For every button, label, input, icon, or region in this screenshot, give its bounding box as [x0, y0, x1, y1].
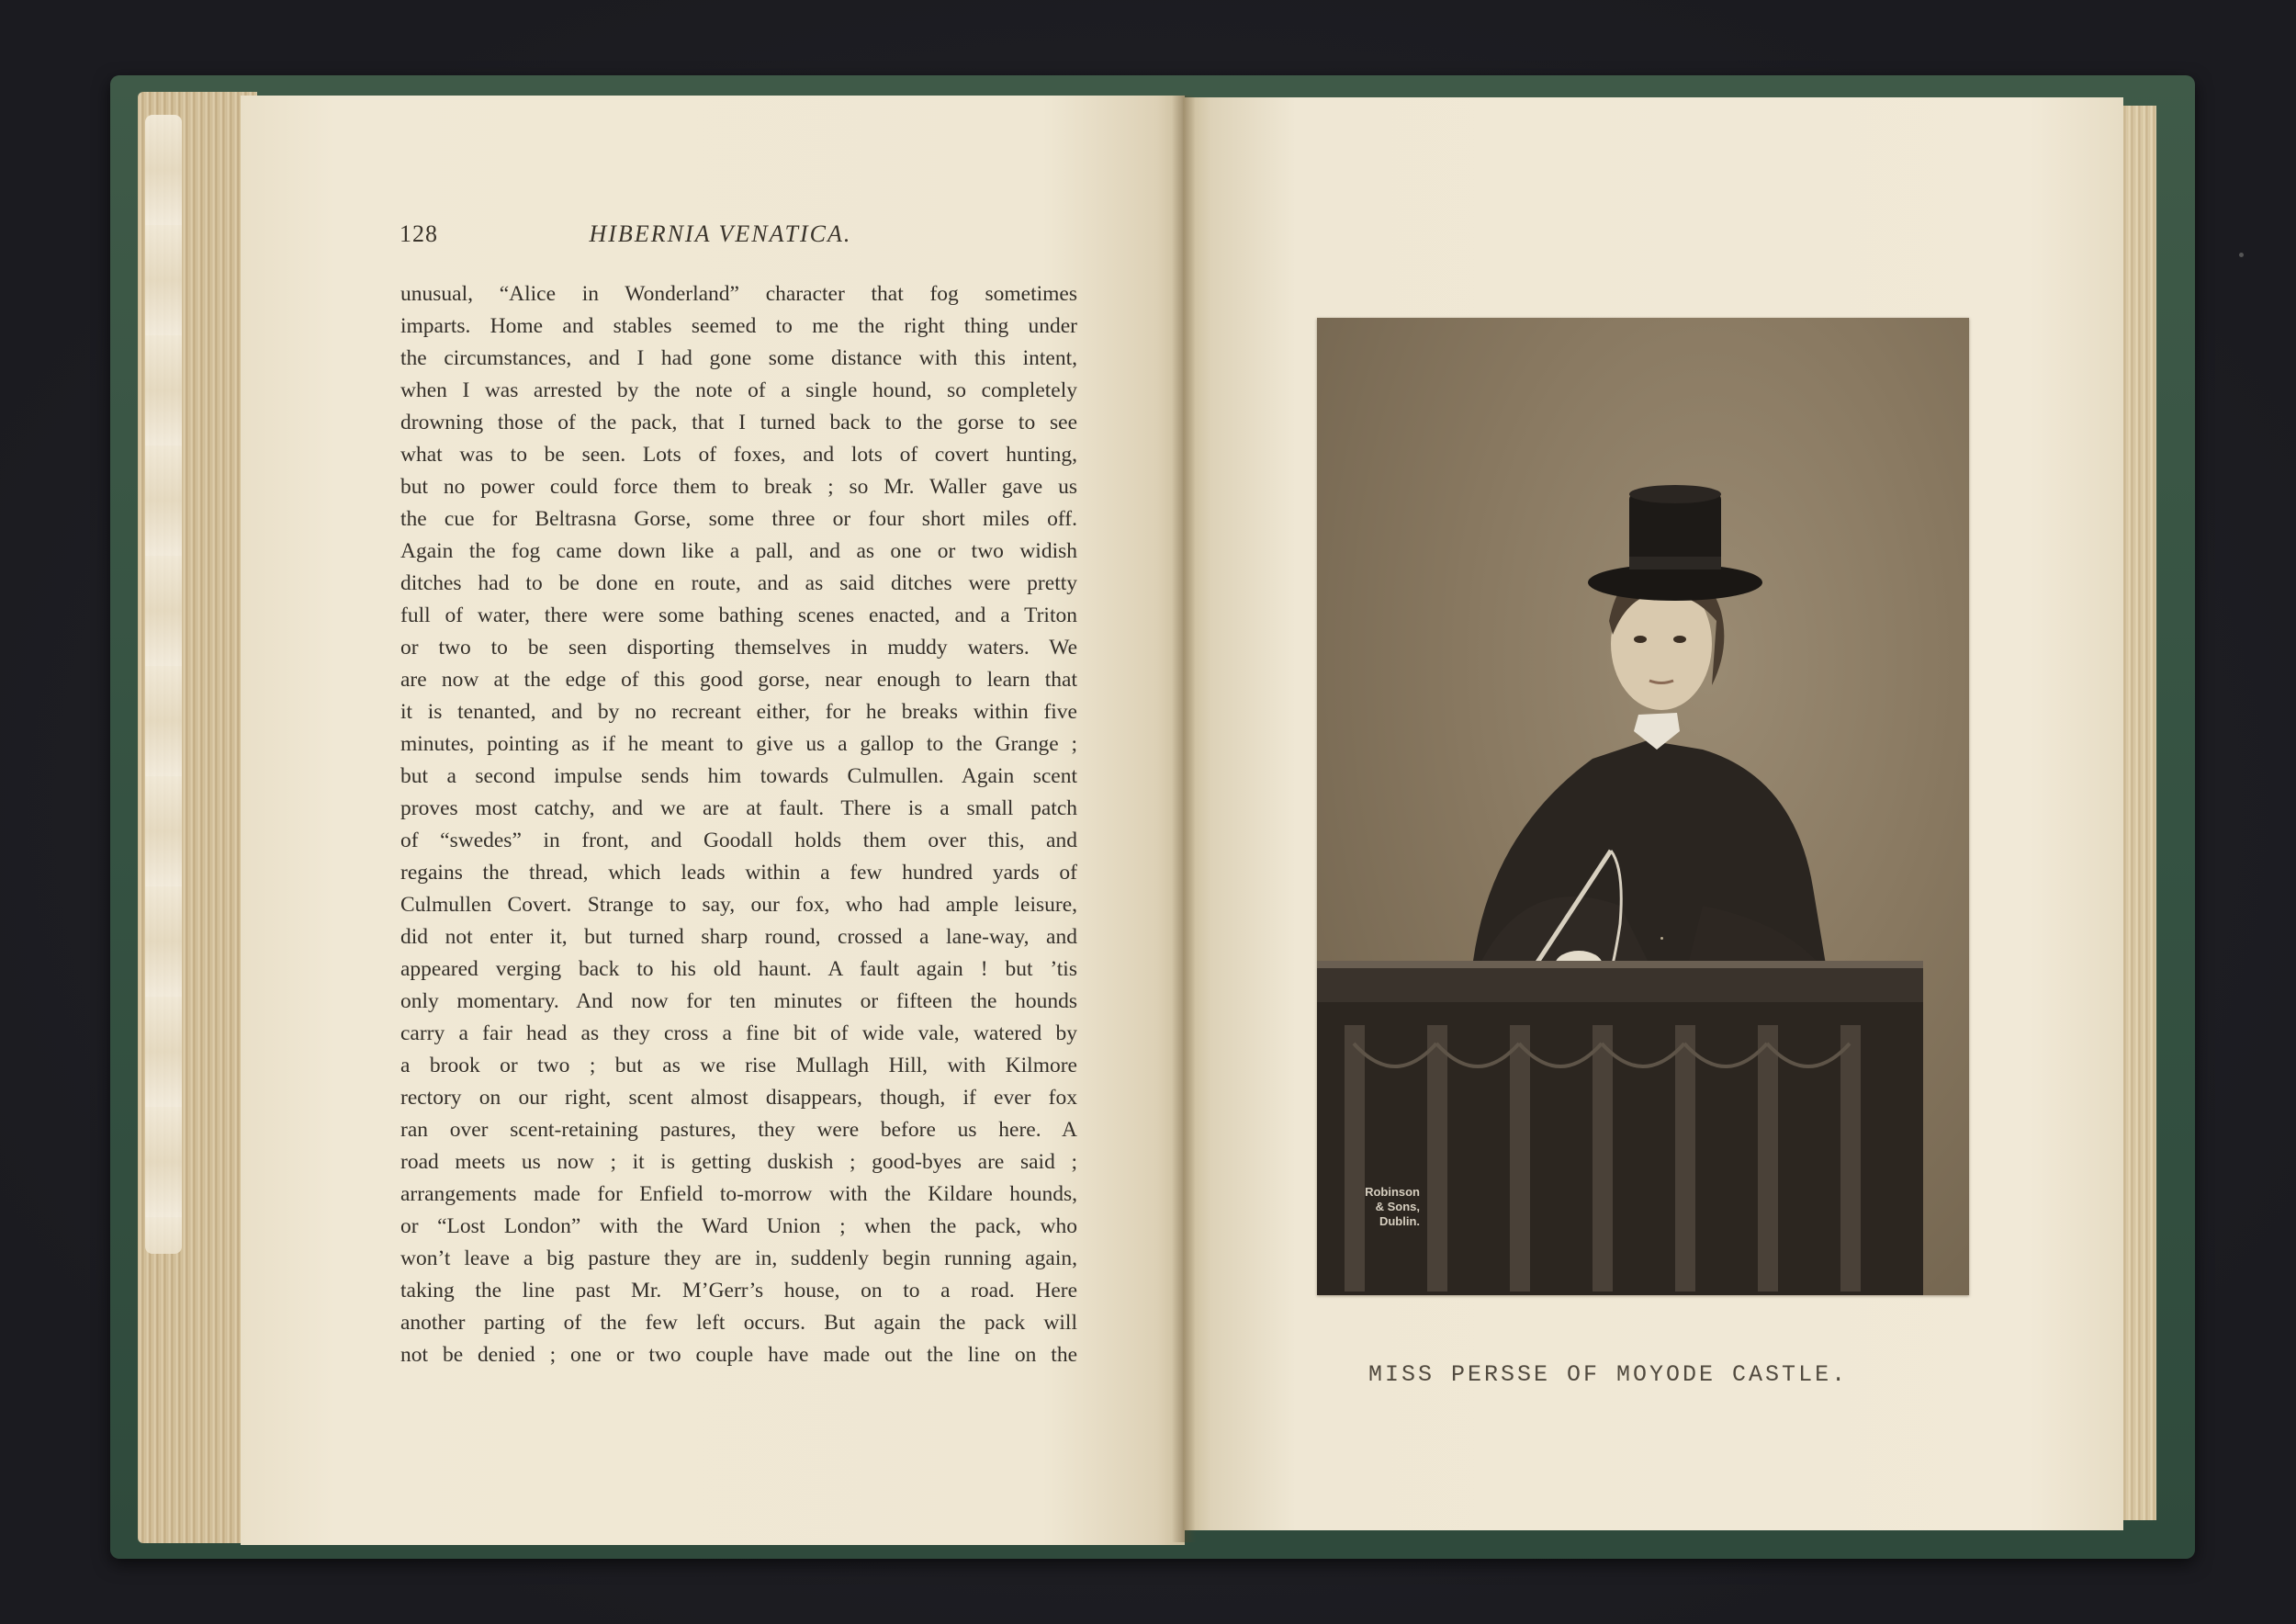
text-line-content: Again the fog came down like a pall, and as one or two widish [400, 539, 1077, 563]
text-line [400, 536, 1077, 568]
plate-caption: MISS PERSSE OF MOYODE CASTLE. [1368, 1361, 1849, 1388]
text-line [400, 1243, 1077, 1275]
text-line-content: what was to be seen. Lots of foxes, and lots of covert hunting, [400, 443, 1077, 467]
text-line-content: rectory on our right, scent almost disappears, though, if ever fox [400, 1086, 1077, 1110]
text-line [400, 728, 1077, 761]
page-number: 128 [400, 220, 438, 247]
text-line [400, 986, 1077, 1018]
text-line-content: carry a fair head as they cross a fine bit of wide vale, watered by [400, 1021, 1077, 1045]
text-line-content: proves most catchy, and we are at fault. There is a small patch [400, 796, 1077, 820]
text-line [400, 1050, 1077, 1082]
text-line [400, 761, 1077, 793]
text-line [400, 600, 1077, 632]
body-text [400, 278, 1077, 1371]
text-line [400, 503, 1077, 536]
text-line-content: not be denied ; one or two couple have made out the line on the [400, 1343, 1077, 1367]
photographer-stamp-city: Dublin. [1379, 1214, 1420, 1228]
text-line-content: taking the line past Mr. M’Gerr’s house, on to a road. Here [400, 1279, 1077, 1303]
left-page-tabs [145, 115, 182, 1254]
text-line [400, 439, 1077, 471]
text-line-content: minutes, pointing as if he meant to give us a gallop to the Grange ; [400, 732, 1077, 756]
text-line [400, 375, 1077, 407]
text-line-content: another parting of the few left occurs. But again the pack will [400, 1311, 1077, 1335]
text-line [400, 1275, 1077, 1307]
text-line-content: full of water, there were some bathing scenes enacted, and a Triton [400, 603, 1077, 627]
text-line-content: of “swedes” in front, and Goodall holds them over this, and [400, 829, 1077, 852]
text-line [400, 1082, 1077, 1114]
text-line [400, 278, 1077, 310]
text-line-content: road meets us now ; it is getting duskish ; good-byes are said ; [400, 1150, 1077, 1174]
running-head [400, 220, 914, 248]
text-line-content: won’t leave a big pasture they are in, suddenly begin running again, [400, 1246, 1077, 1270]
text-line [400, 343, 1077, 375]
photographer-stamp-name: Robinson & Sons, [1365, 1185, 1420, 1213]
text-line [400, 889, 1077, 921]
text-line-content: the circumstances, and I had gone some distance with this intent, [400, 346, 1077, 370]
text-line-content: arrangements made for Enfield to-morrow with the Kildare hounds, [400, 1182, 1077, 1206]
text-line [400, 407, 1077, 439]
text-line-content: did not enter it, but turned sharp round, crossed a lane-way, and [400, 925, 1077, 949]
text-line-content: ditches had to be done en route, and as said ditches were pretty [400, 571, 1077, 595]
text-line [400, 1179, 1077, 1211]
text-line-content: appeared verging back to his old haunt. A fault again ! but ’tis [400, 957, 1077, 981]
photographer-stamp [1354, 1185, 1420, 1229]
text-line-content: a brook or two ; but as we rise Mullagh Hill, with Kilmore [400, 1054, 1077, 1077]
text-line [400, 825, 1077, 857]
text-line [400, 632, 1077, 664]
text-line [400, 471, 1077, 503]
text-line-content: when I was arrested by the note of a single hound, so completely [400, 378, 1077, 402]
text-line-content: imparts. Home and stables seemed to me the right thing under [400, 314, 1077, 338]
text-line [400, 921, 1077, 953]
text-line-content: the cue for Beltrasna Gorse, some three or four short miles off. [400, 507, 1077, 531]
text-line [400, 1114, 1077, 1146]
text-line [400, 1146, 1077, 1179]
dust-speck [2239, 253, 2244, 257]
text-line [400, 1307, 1077, 1339]
text-line [400, 696, 1077, 728]
portrait-photograph [1317, 318, 1969, 1295]
text-line-content: it is tenanted, and by no recreant either, for he breaks within five [400, 700, 1077, 724]
text-line-content: ran over scent-retaining pastures, they were before us here. A [400, 1118, 1077, 1142]
text-line-content: or “Lost London” with the Ward Union ; when the pack, who [400, 1214, 1077, 1238]
text-line-content: are now at the edge of this good gorse, near enough to learn that [400, 668, 1077, 692]
text-line [400, 953, 1077, 986]
text-line [400, 1211, 1077, 1243]
text-line-content: drowning those of the pack, that I turned back to the gorse to see [400, 411, 1077, 434]
text-line-content: or two to be seen disporting themselves in muddy waters. We [400, 636, 1077, 660]
text-line-content: only momentary. And now for ten minutes or fifteen the hounds [400, 989, 1077, 1013]
portrait-illustration [1317, 318, 1969, 1295]
text-line-content: unusual, “Alice in Wonderland” character that fog sometimes [400, 282, 1077, 306]
text-line-content: but no power could force them to break ; so Mr. Waller gave us [400, 475, 1077, 499]
text-line-content: regains the thread, which leads within a few hundred yards of [400, 861, 1077, 885]
text-line [400, 310, 1077, 343]
text-line [400, 1339, 1077, 1371]
text-line [400, 793, 1077, 825]
text-line-content: Culmullen Covert. Strange to say, our fox, who had ample leisure, [400, 893, 1077, 917]
paper-speck [1660, 937, 1663, 940]
text-line [400, 857, 1077, 889]
text-line [400, 664, 1077, 696]
text-line-content: but a second impulse sends him towards Culmullen. Again scent [400, 764, 1077, 788]
book-gutter [1172, 96, 1196, 1542]
running-title: HIBERNIA VENATICA. [589, 220, 852, 247]
text-line [400, 1018, 1077, 1050]
text-line [400, 568, 1077, 600]
